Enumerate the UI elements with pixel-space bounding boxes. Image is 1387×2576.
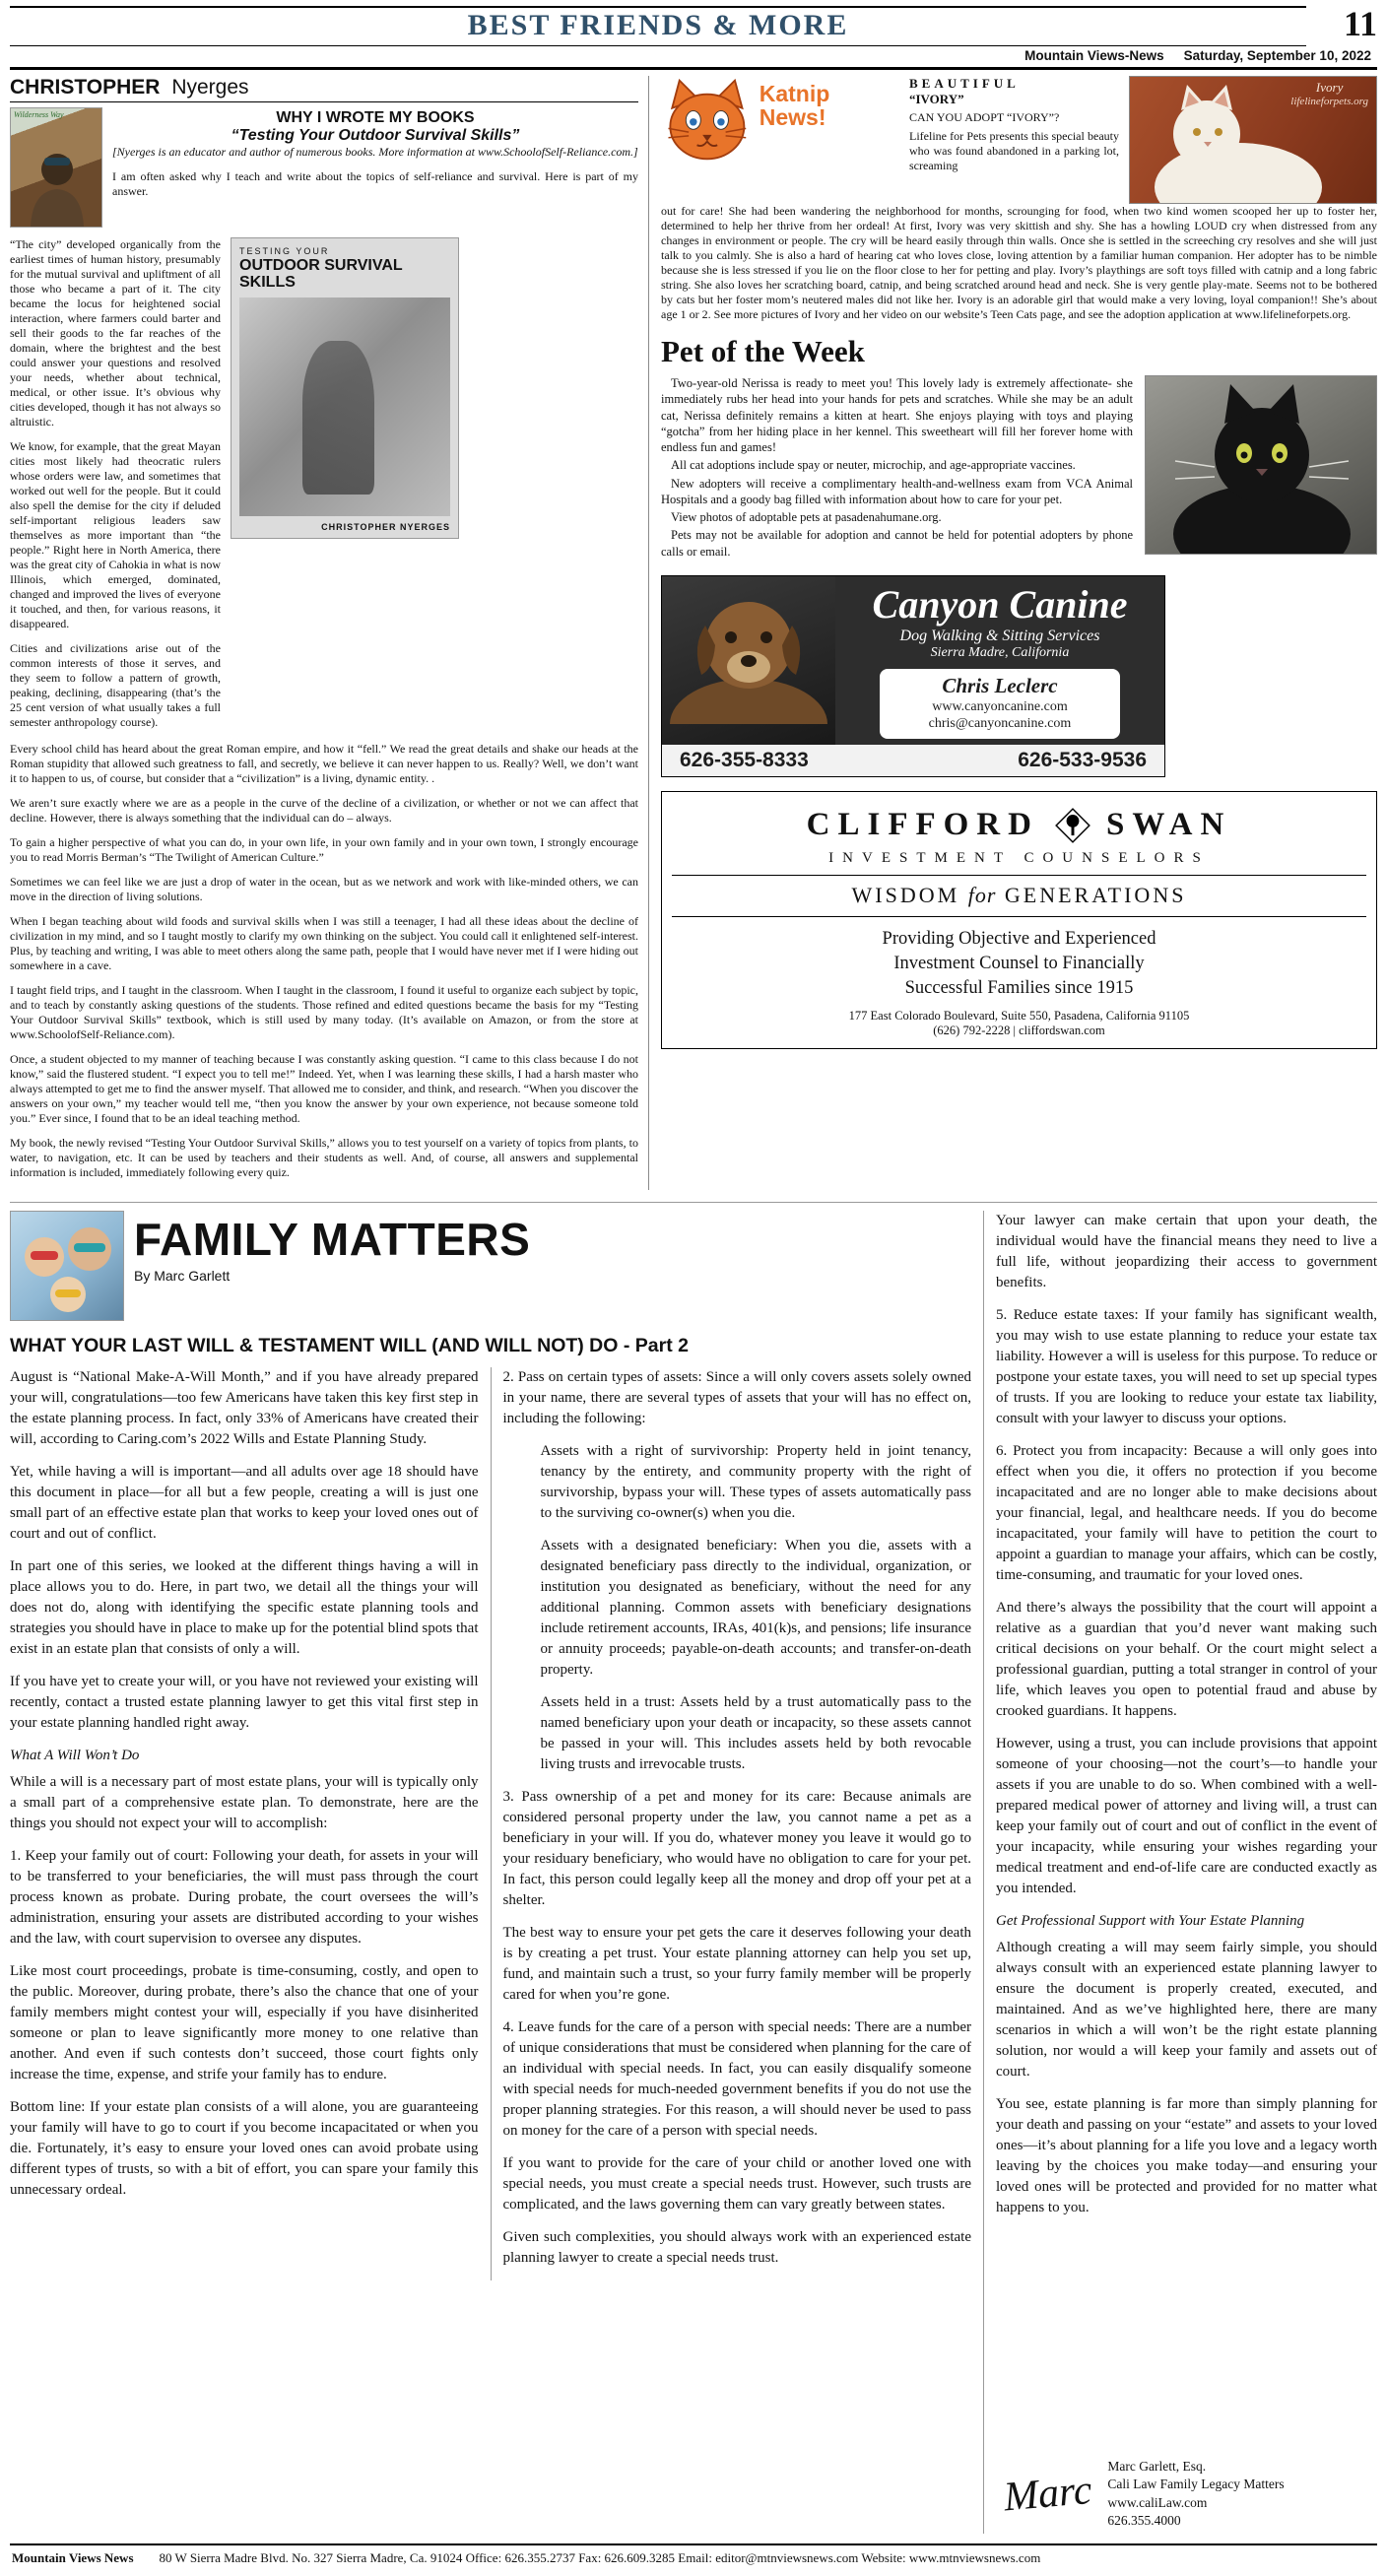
potw-body (661, 375, 1133, 561)
family-column-2 (491, 1367, 972, 2280)
family-paragraph: The best way to ensure your pet gets the care it deserves following your death is by creating a pet trust. Your estate planning attorney can help you set up, fund, and maintain such a trust, so your furry family member will be properly cared for when you’re gone. (502, 1925, 971, 2003)
dog-photo (662, 576, 835, 745)
clifford-swan-ad (661, 791, 1377, 1049)
katnip-heading: BEAUTIFUL (909, 76, 1020, 91)
family-matters-byline: By Marc Garlett (134, 1268, 231, 1284)
article-paragraph: When I began teaching about wild foods and survival skills when I was still a teenager, I had all these ideas about the decline of civilization in my mind, and so I taught mostly to clarify my own thinking on the subject. You could call it enlightened self-interest. Plus, by teaching and writing, I was able to meet others along the same path, people that I would have never met if I were hiding out somewhere in a cave. (10, 914, 638, 972)
marc-contact-block: Marc Garlett, Esq. Cali Law Family Legacy Matters www.caliLaw.com 626.355.4000 (1107, 2459, 1285, 2528)
book-cover-title: OUTDOOR SURVIVAL SKILLS (239, 257, 403, 291)
potw-title: Pet of the Week (661, 334, 865, 368)
article-paragraph: Cities and civilizations arise out of the common interests of those it serves, and they seem to follow a pattern of growth, peaking, declining, disappearing (that’s the 25 cent version of what usually takes a full semester anthropology course). (10, 641, 221, 729)
katnip-lead: CAN YOU ADOPT “IVORY”? (909, 110, 1060, 124)
person-silhouette (21, 144, 94, 227)
family-paragraph: 5. Reduce estate taxes: If your family has significant wealth, you may wish to use estate planning to reduce your estate tax liability. However a will is useless for this purpose. To reduce or postpone your estate taxes, you will need to set up special types of trusts. If you are looking to reduce your estate tax liability, consult with your lawyer to discuss your options. (996, 1307, 1377, 1426)
family-paragraph: What A Will Won’t Do (10, 1748, 140, 1763)
family-paragraph: Yet, while having a will is important—and all adults over age 18 should have this document in place—for all but a few people, creating a will is just one small part of an effective estate plan that works to keep your loved ones out of court and out of conflict. (10, 1464, 479, 1542)
article-paragraph: Once, a student objected to my manner of teaching because I was constantly asking question. “I came to this class because I do not know,” said the flustered student. “I expect you to tell me!” Indeed. Yet, when I was learning these skills, I had a harsh master who always attempted to get me to find the answer myself. That allowed me to consider, and think, and research. “When you discover the answers on your own,” my teacher would tell me, “then you know the answer by your own experience, not because someone told you.” Ever since, I found that to be an ideal teaching method. (10, 1052, 638, 1125)
canyon-contact-name: Chris Leclerc (942, 673, 1058, 697)
article-title-line2: “Testing Your Outdoor Survival Skills” (231, 127, 520, 144)
article-paragraph: My book, the newly revised “Testing Your Outdoor Survival Skills,” allows you to test yourself on a variety of topics from plants, to water, to navigation, etc. It can be used by teachers and their students as well. And, of course, all answers and supplemental information is included, immediately following every quiz. (10, 1136, 638, 1179)
article-title-line1: WHY I WROTE MY BOOKS (276, 109, 475, 126)
masthead (10, 6, 1377, 70)
canyon-canine-ad (661, 575, 1165, 777)
family-paragraph: Assets with a designated beneficiary: When you die, assets with a designated beneficiary pass directly to the individual, organization, or institution you designated as beneficiary, without the need for any additional planning. Common assets with beneficiary designations include retirement accounts, IRAs, 401(k)s, and pensions; life insurance or annuity proceeds; payable-on-death accounts; and transfer-on-death property. (540, 1538, 971, 1678)
canyon-name: Canyon Canine (872, 581, 1128, 627)
katnip-logo-text: Katnip News! (759, 81, 830, 131)
canyon-phone-strip (662, 745, 1164, 776)
paper-name: Mountain Views-News (1024, 48, 1164, 63)
article-paragraph: I taught field trips, and I taught in the classroom. When I taught in the classroom, I found it useful to organize each subject by topic, and to teach by constantly asking questions of the students. Those refined and edited questions became the basis for my “Testing Your Outdoor Survival Skills” textbook, which is still used by many today. (It’s available on Amazon, or from the store at www.SchoolofSelf-Reliance.com). (10, 983, 638, 1041)
author-photo (10, 107, 102, 228)
clifford-motto: WISDOM for GENERATIONS (672, 876, 1366, 917)
katnip-body-rest: out for care! She had been wandering the neighborhood for months, scrounging for food, when two kind women scooped her up to foster her, determined to help her thrive from her ordeal! At first, Ivory was very skittish and shy. She has a howling LOUD cry when distressed from any changes in environment or people. The cry will be heard easily through thin walls. Once she is settled in the screeching cry resolves and she will just talk to you calmly. She is also a hard of hearing cat who loves close, loving attention by a familiar human companion. Her adopter has to be nimble because she is less stressed if you lie on the floor close to her for petting and play. Ivory’s playthings are soft toys filled with catnip and a long fabric string. She also loves her scratching board, catnip, and being scratched around head and neck. She is very gentle play-mate. Seems not to be bothered by cats but her foster mom’s neutered males did not like her. Ivory is an adorable girl that would make a very loving, loyal companion!! She’s about age 1 or 2. See more pictures of Ivory and her video on our website’s Teen Cats page, and see the adoption application at www.lifelineforpets.org. (661, 204, 1377, 321)
potw-paragraph: Pets may not be available for adoption and cannot be held for potential adopters by phone calls or email. (661, 528, 1133, 559)
black-cat-shape (1146, 376, 1377, 555)
family-paragraph: Assets with a right of survivorship: Property held in joint tenancy, tenancy by the entirety, and community property with the right of survivorship, bypass your will. These types of assets automatically pass to the surviving co-owner(s) when you die. (540, 1443, 971, 1521)
ivory-photo-caption: Ivory lifelineforpets.org (1290, 80, 1368, 107)
family-paragraph: If you want to provide for the care of your child or another loved one with special needs, you must create a special needs trust. However, such trusts are complicated, and the laws governing them can vary greatly between states. (502, 2155, 971, 2213)
family-paragraph: Although creating a will may seem fairly simple, you should always consult with an experienced estate planning lawyer to ensure the document is properly created, executed, and maintained. And as we’ve highlighted here, there are many scenarios in which a will won’t be the right estate planning solution, nor would a will keep your family and assets out of court. (996, 1940, 1377, 2080)
potw-paragraph: New adopters will receive a complimentary health-and-wellness exam from VCA Animal Hospitals and a goody bag filled with information about how to care for your pet. (661, 476, 1133, 506)
clifford-phone-web: (626) 792-2228 | cliffordswan.com (933, 1023, 1105, 1037)
article-paragraph: We know, for example, that the great Mayan cities most likely had theocratic rulers whose orders were law, and sometimes that worked out well for the people. But it could also spell the demise for the city if deluded self-important religious leaders saw themselves as more important than “the people.” Right here in North America, there was the great city of Cahokia in what is now Illinois, which emerged, dominated, changed and improved the lives of everyone it touched, and then, for various reasons, it disappeared. (10, 439, 221, 630)
family-paragraph: And there’s always the possibility that the court will appoint a relative as a guardian that you’d never want making such critical decisions on your behalf. Or the court might select a professional guardian, putting a total stranger in control of your life, which leaves you open to potential fraud and abuse by crooked guardians. It happens. (996, 1600, 1377, 1719)
family-matters-title: FAMILY MATTERS (134, 1214, 531, 1265)
clifford-swan-tree-logo (1051, 804, 1094, 847)
dog-shape (662, 576, 835, 724)
family-faces (11, 1212, 124, 1321)
article-paragraph: Sometimes we can feel like we are just a drop of water in the ocean, but as we network and work with like-minded others, we can move in the direction of living solutions. (10, 875, 638, 903)
family-paragraph: If you have yet to create your will, or you have not reviewed your existing will recently, contact a trusted estate planning lawyer to get this vital first step in your estate planning handled right away. (10, 1674, 479, 1731)
article-intro: I am often asked why I teach and write about the topics of self-reliance and survival. Here is part of my answer. (112, 169, 638, 198)
book-cover-photo (239, 297, 450, 516)
article-body-full (10, 742, 638, 1180)
nerissa-photo (1145, 375, 1377, 555)
author-last-name: Nyerges (171, 76, 249, 99)
article-body-narrow (10, 237, 221, 740)
katnip-news (661, 76, 1377, 322)
article-paragraph: “The city” developed organically from the earliest times of human history, presumably for the mutual survival and upliftment of all those who became a part of it. The city became the locus for heightened social interaction, where farmers could barter and sell their goods to the far reaches of the domain, where the brightest and the best could answer your questions and resolved your needs, whether about technical, medical, or other issue. It’s obvious why cities developed, though it has not always so altruistic. (10, 237, 221, 429)
clifford-tagline: Providing Objective and Experienced Investment Counsel to Financially Successful Families since 1915 (882, 928, 1156, 998)
article-paragraph: To gain a higher perspective of what you can do, in your own life, in your own family and in your own town, I strongly encourage you to read Morris Berman’s “The Twilight of American Culture.” (10, 835, 638, 864)
issue-date: Saturday, September 10, 2022 (1183, 48, 1371, 63)
potw-paragraph: View photos of adoptable pets at pasadenahumane.org. (671, 510, 942, 524)
family-paragraph: Given such complexities, you should always work with an experienced estate planning lawyer to create a special needs trust. (502, 2229, 971, 2266)
article-byline (10, 76, 638, 102)
book-cover-author: CHRISTOPHER NYERGES (321, 522, 450, 532)
clifford-address: 177 East Colorado Boulevard, Suite 550, Pasadena, California 91105 (848, 1008, 1190, 1023)
footer-contact-info: 80 W Sierra Madre Blvd. No. 327 Sierra Madre, Ca. 91024 Office: 626.355.2737 Fax: 626.609.3285 Email: editor@mtnviewsnews.com Website: www.mtnviewsnews.com (159, 2550, 1041, 2565)
author-bio: [Nyerges is an educator and author of numerous books. More information at www.SchoolofSelf-Reliance.com.] (112, 145, 638, 159)
clifford-name-left: CLIFFORD (806, 807, 1039, 843)
family-paragraph: Your lawyer can make certain that upon your death, the individual would have the financial means they need to live a full life, without jeopardizing their access to government benefits. (996, 1213, 1377, 1290)
katnip-body-start: Lifeline for Pets presents this special beauty who was found abandoned in a parking lot, screaming (909, 129, 1119, 172)
page-footer (10, 2543, 1377, 2568)
family-paragraph: 1. Keep your family out of court: Following your death, for assets in your will to be transferred to your beneficiaries, the will must pass through the court process known as probate. During probate, the court oversees the will’s administration, ensuring your assets are distributed according to your wishes and the law, with court supervision to oversee any disputes. (10, 1848, 479, 1947)
family-paragraph: 3. Pass ownership of a pet and money for its care: Because animals are considered personal property under the law, you cannot name a pet as a beneficiary in your will. If you do, whatever money you leave it would go to your residuary beneficiary, who would have no obligation to care for your pet. In fact, this person could legally keep all the money and drop off your pet at a shelter. (502, 1789, 971, 1908)
right-column (648, 76, 1377, 1190)
page-number: 11 (1343, 4, 1377, 43)
marc-signature: Marc (1002, 2467, 1094, 2521)
article-paragraph: We aren’t sure exactly where we are as a people in the curve of the decline of a civilization, or whether or not we can affect that decline. However, there is always something that the individual can do – always. (10, 796, 638, 825)
family-paragraph: Like most court proceedings, probate is time-consuming, costly, and open to the public. Moreover, during probate, there’s also the chance that one of your family members might contest your will, especially if you have disinherited someone or plan to leave significantly more money to one relative than another. And even if such contests don’t succeed, those court fights only increase the time, expense, and strife your family has to endure. (10, 1963, 479, 2082)
family-paragraph: 4. Leave funds for the care of a person with special needs: There are a number of unique considerations that must be considered when planning for the care of an individual with special needs. In fact, you can easily disqualify someone with special needs for much-needed government benefits if you do not use the proper planning strategies. For this reason, a will should never be used to pass on money for the care of a person with special needs. (502, 2019, 971, 2139)
family-paragraph: Assets held in a trust: Assets held by a trust automatically pass to the named beneficiary upon your death or incapacity, so these assets cannot be passed in your will. This includes assets held by both revocable living trusts and irrevocable trusts. (540, 1694, 971, 1772)
family-paragraph: However, using a trust, you can include provisions that appoint someone of your choosing—not the court’s—to handle your assets if you are unable to do so. When combined with a well-prepared medical power of attorney and living will, a trust can keep your family out of court and out of conflict in the event of your incapacity, while ensuring your wishes regarding your medical treatment and end-of-life care are conducted exactly as you intended. (996, 1736, 1377, 1896)
masthead-subline (10, 46, 1377, 70)
family-paragraph: Get Professional Support with Your Estate Planning (996, 1913, 1305, 1929)
family-paragraph: 6. Protect you from incapacity: Because a will only goes into effect when you die, it offers no protection if you become incapacitated and are no longer able to make decisions about your financial, legal, and healthcare needs. If you do become incapacitated, your family will have to petition the court to appoint a guardian to manage your affairs, which can be costly, time-consuming, and traumatic for your loved ones. (996, 1443, 1377, 1583)
ivory-photo (1129, 76, 1377, 204)
canyon-phone-2: 626-533-9536 (1018, 748, 1147, 771)
family-column-1 (10, 1367, 479, 2280)
canyon-email: chris@canyoncanine.com (928, 716, 1072, 732)
potw-paragraph: Two-year-old Nerissa is ready to meet you! This lovely lady is extremely affectionate- she immediately rubs her head into your hands for pets and scratches. While she may be an adult cat, Nerissa definitely remains a kitten at heart. She enjoys playing with toys and playing “gotcha” from her hiding place in her kennel. This sweetheart will fill her forever home with endless fun and games! (661, 376, 1133, 454)
family-matters-article (10, 1202, 1377, 2534)
canyon-website: www.canyoncanine.com (932, 698, 1068, 714)
family-paragraph: Bottom line: If your estate plan consists of a will alone, you are guaranteeing your family will have to go to court if you become incapacitated or when you die. Fortunately, it’s easy to ensure your loved ones can avoid probate using different types of trusts, so with a bit of effort, you can spare your family this unnecessary ordeal. (10, 2099, 479, 2198)
canyon-location: Sierra Madre, California (930, 644, 1070, 660)
clifford-subtitle: INVESTMENT COUNSELORS (672, 850, 1366, 876)
book-cover-kicker: TESTING YOUR (239, 246, 330, 256)
canyon-tagline: Dog Walking & Sitting Services (899, 627, 1100, 644)
book-cover-image (231, 237, 459, 539)
family-paragraph: 2. Pass on certain types of assets: Since a will only covers assets solely owned in your name, there are several types of assets that your will has no effect on, including the following: (502, 1369, 971, 1426)
family-paragraph: You see, estate planning is far more than simply planning for your death and passing on your “estate” and assets to your loved ones—it’s about planning for a life you love and a legacy worth leaving by the choices you make today—and ensuring your loved ones will be protected and provided for no matter what happens to you. (996, 2096, 1377, 2215)
footer-paper-name: Mountain Views News (12, 2550, 134, 2565)
clifford-name-right: SWAN (1105, 807, 1232, 843)
author-photo-caption: Wilderness Way (14, 110, 64, 119)
nyerges-article (10, 76, 648, 1190)
potw-paragraph: All cat adoptions include spay or neuter, microchip, and age-appropriate vaccines. (671, 458, 1076, 473)
family-column-3 (996, 1211, 1377, 2230)
katnip-cat-icon (661, 76, 754, 163)
pet-of-the-week (661, 334, 1377, 561)
family-paragraph: In part one of this series, we looked at the different things having a will in place allows you to do. Here, in part two, we detail all the things your will does not do, along with identifying the specific estate planning tools and strategies you should have in place to make up for the potential blind spots that exist in an estate plan that consists of only a will. (10, 1558, 479, 1657)
author-first-name: CHRISTOPHER (10, 76, 161, 99)
canyon-contact-card (880, 669, 1121, 739)
family-photo (10, 1211, 124, 1321)
family-paragraph: August is “National Make-A-Will Month,” and if you have already prepared your will, congratulations—too few Americans have taken this key first step in the estate planning process. In fact, only 33% of Americans have created their will, according to Caring.com’s 2022 Wills and Estate Planning Study. (10, 1369, 479, 1447)
section-title: BEST FRIENDS & MORE (467, 9, 849, 41)
family-paragraph: While a will is a necessary part of most estate plans, your will is typically only a small part of a comprehensive estate plan. To demonstrate, here are the things you should not expect your will to accomplish: (10, 1774, 479, 1831)
katnip-heading-name: “IVORY” (909, 92, 964, 106)
canyon-phone-1: 626-355-8333 (680, 748, 809, 771)
article-paragraph: Every school child has heard about the great Roman empire, and how it “fell.” We read the great details and shake our heads at the Roman stupidity that allowed such greatness to fall, and secretly, we believe it can never happen to us. Really? Well, we don’t want it to happen to us, of course, but consider that a “civilization” is a living, dynamic entity. . (10, 742, 638, 785)
family-matters-headline: WHAT YOUR LAST WILL & TESTAMENT WILL (AND WILL NOT) DO - Part 2 (10, 1335, 689, 1356)
